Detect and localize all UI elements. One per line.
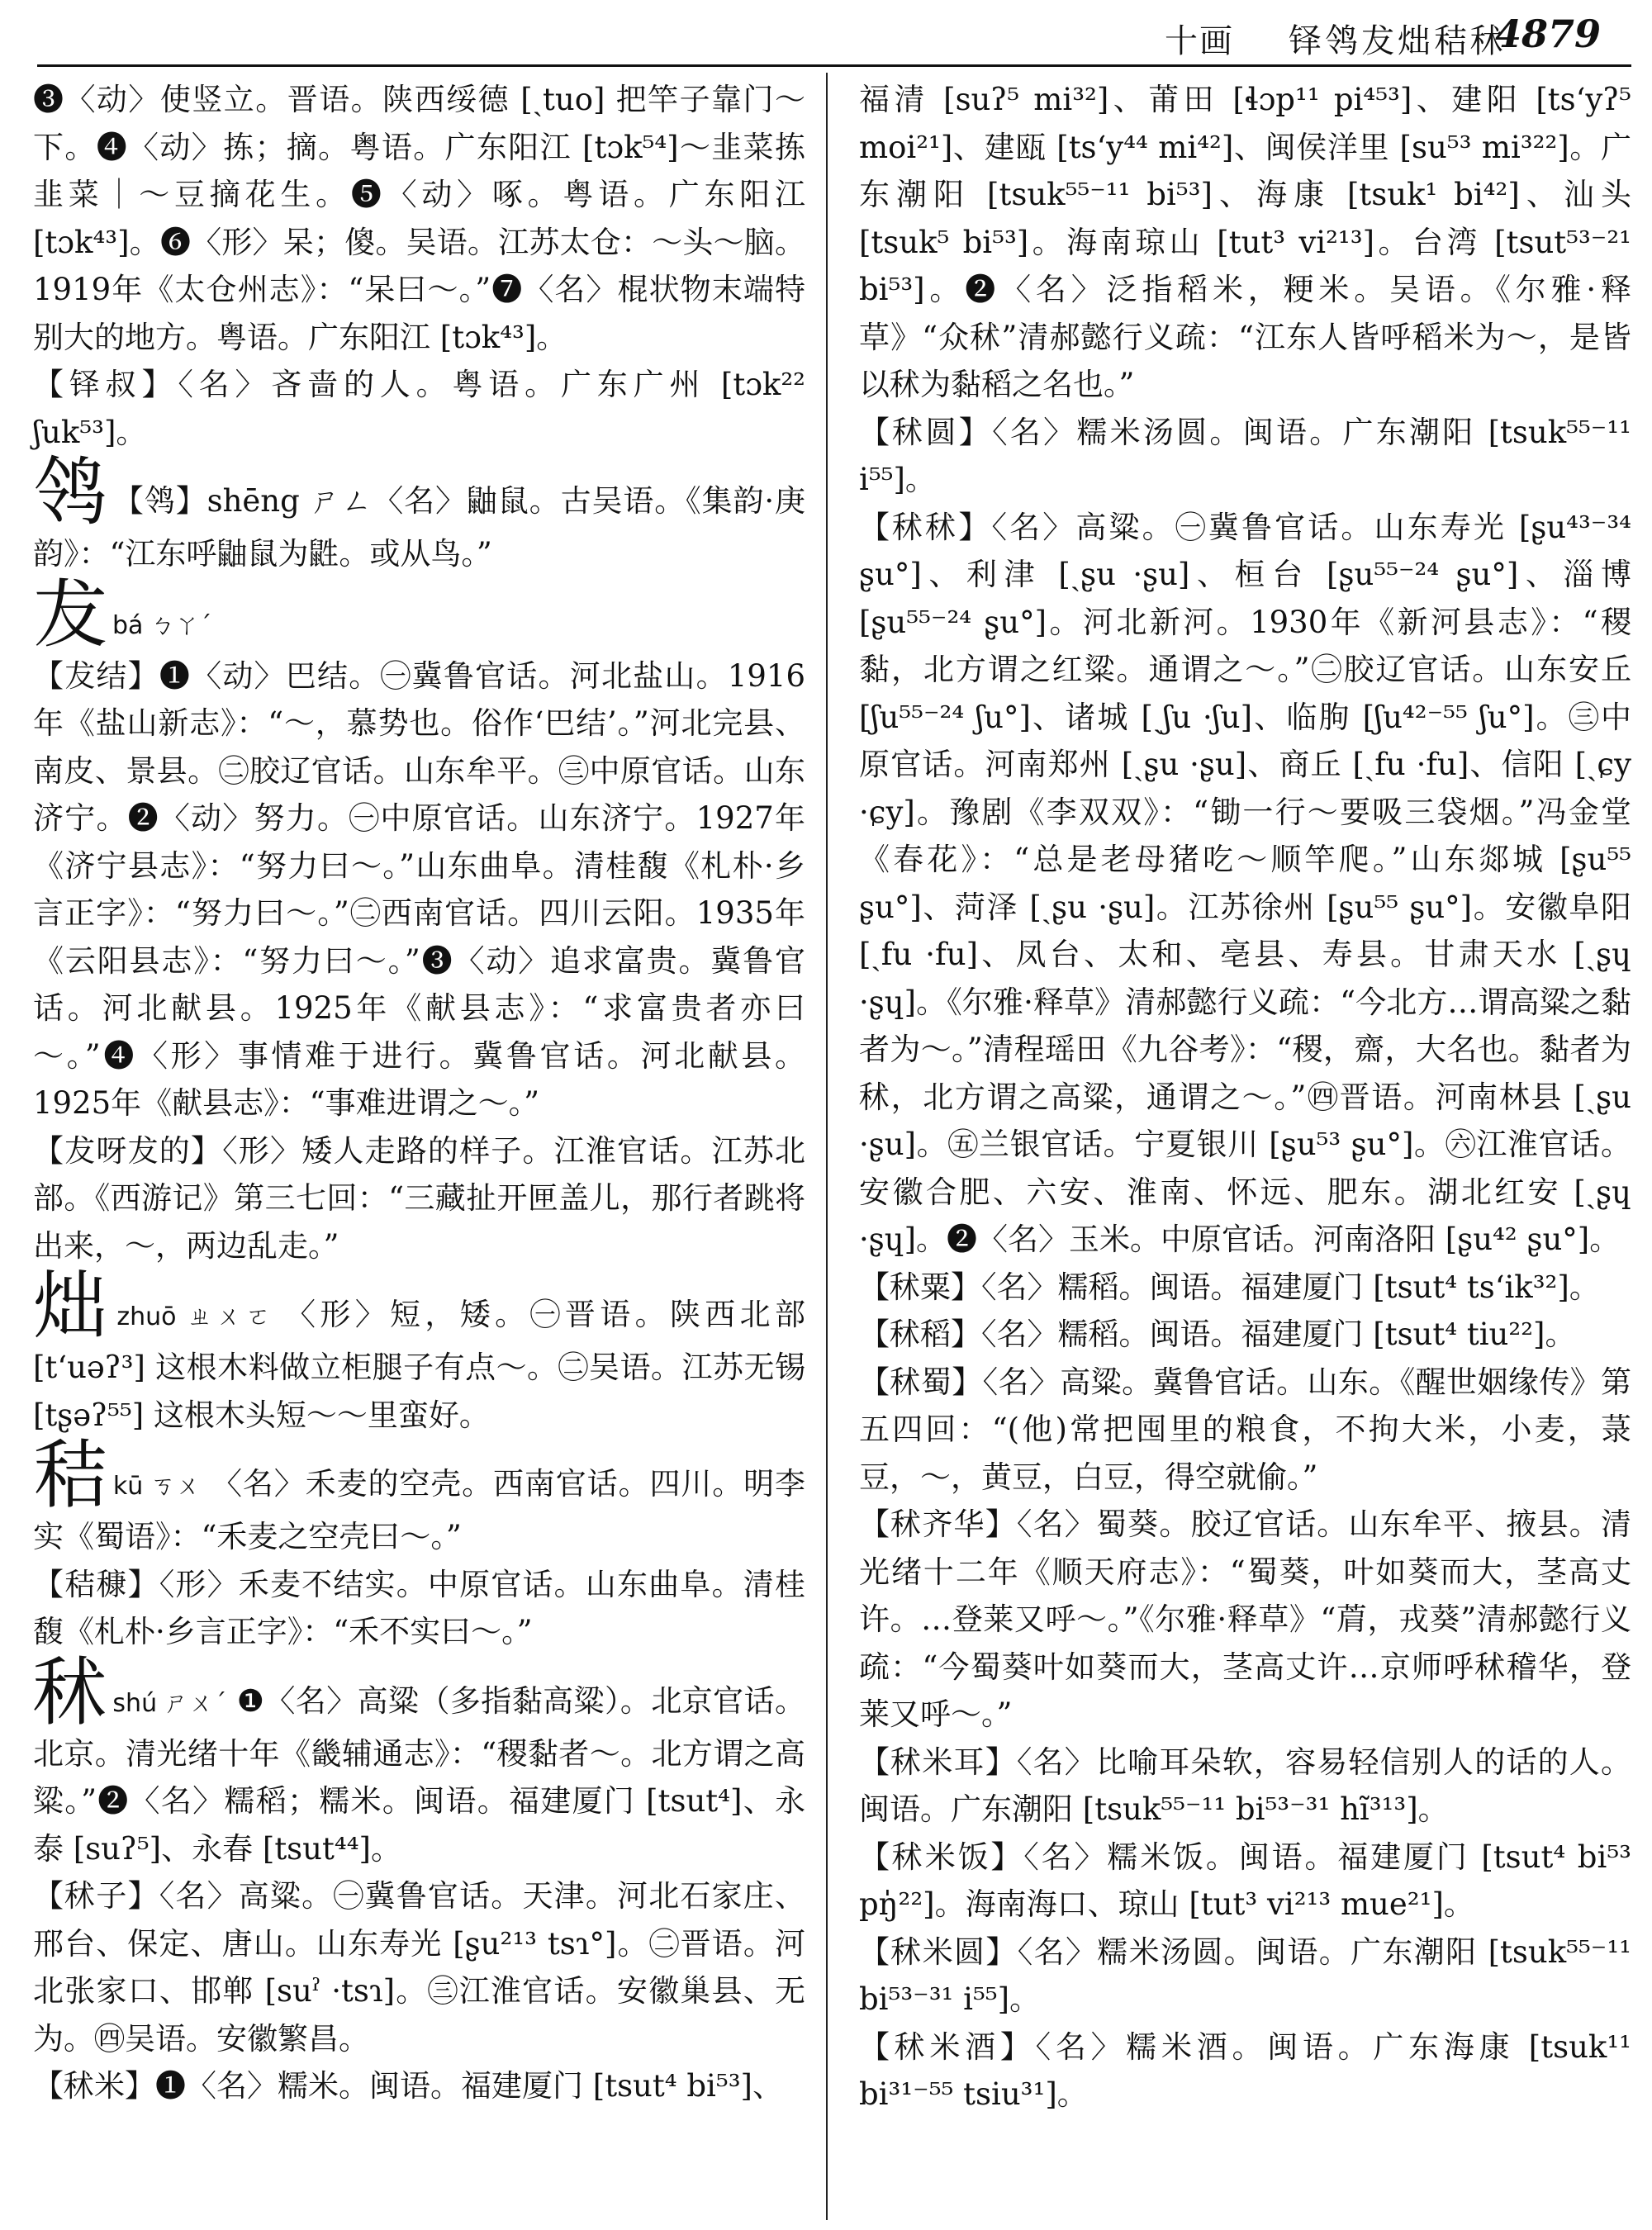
- dictionary-entry: 【秫米饭】〈名〉糯米饭。闽语。福建厦门 [tsut⁴ bi⁵³ pŋ̍²²]。海南海口、琼山 [tut³ vi²¹³ mue²¹]。: [859, 1839, 1631, 1922]
- dictionary-entry: 【秫米耳】〈名〉比喻耳朵软，容易轻信别人的话的人。闽语。广东潮阳 [tsuk⁵⁵⁻¹¹ bi⁵³⁻³¹ hĩ³¹³]。: [859, 1744, 1631, 1827]
- dictionary-entry: 【秫稻】〈名〉糯稻。闽语。福建厦门 [tsut⁴ tiu²²]。: [859, 1317, 1576, 1352]
- zhuyin: ㄓㄨㄛ: [183, 1302, 275, 1331]
- headword-entry: 鸰 【鸰】shēng ㄕㄥ〈名〉鼬鼠。古吴语。《集韵·庚韵》：“江东呼鼬鼠为鼪。或从鸟。”: [33, 449, 806, 572]
- headword-entry: [33, 571, 805, 658]
- headword-entry: 秸kū ㄎㄨ 〈名〉禾麦的空壳。西南官话。四川。明李实《蜀语》：“禾麦之空壳曰～。”: [33, 1432, 806, 1554]
- dictionary-entry: 【秫米圆】〈名〉糯米汤圆。闽语。广东潮阳 [tsuk⁵⁵⁻¹¹ bi⁵³⁻³¹ i⁵⁵]。: [859, 1933, 1631, 2017]
- page-header: [0, 0, 1652, 66]
- dictionary-entry: 【秫蜀】〈名〉高粱。冀鲁官话。山东。《醒世姻缘传》第五四回：“(他)常把囤里的粮食，不拘大米，小麦，菉豆，～，黄豆，白豆，得空就偷。”: [859, 1364, 1631, 1495]
- dictionary-entry: 【秫粟】〈名〉糯稻。闽语。福建厦门 [tsut⁴ ts‘ik³²]。: [859, 1269, 1600, 1305]
- dictionary-entry: 【秫圆】〈名〉糯米汤圆。闽语。广东潮阳 [tsuk⁵⁵⁻¹¹ i⁵⁵]。: [859, 414, 1631, 497]
- dictionary-entry: 【秫齐华】〈名〉蜀葵。胶辽官话。山东牟平、掖县。清光绪十二年《顺天府志》：“蜀葵，叶如葵而大，茎高丈许。…登莱又呼～。”《尔雅·释草》“菺，戎葵”清郝懿行义疏：“今蜀葵叶如葵而大，茎高丈许…京师呼秫稽华，登莱又呼～。”: [859, 1506, 1631, 1732]
- dictionary-entry: 【犮呀犮的】〈形〉矮人走路的样子。江淮官话。江苏北部。《西游记》第三七回：“三藏扯开匣盖儿，那行者跳将出来，～，两边乱走。”: [33, 1132, 805, 1264]
- pinyin: shú: [112, 1688, 158, 1718]
- headword-entry: 炪zhuō ㄓㄨㄛ 〈形〉短，矮。㊀晋语。陕西北部 [t‘uəʔ³] 这根木料做立柜腿子有点～。㊁吴语。江苏无锡 [tʂəʔ⁵⁵] 这根木头短～～里蛮好。: [33, 1263, 806, 1433]
- section-label: 十画: [1165, 22, 1234, 60]
- dictionary-entry: 【秸穅】〈形〉禾麦不结实。中原官话。山东曲阜。清桂馥《札朴·乡言正字》：“禾不实曰～。”: [33, 1566, 805, 1649]
- dictionary-entry: 【秫米酒】〈名〉糯米酒。闽语。广东海康 [tsuk¹¹ bi³¹⁻⁵⁵ tsiu³¹]。: [859, 2028, 1631, 2112]
- zhuyin: ㄅㄚˊ: [150, 610, 212, 640]
- dictionary-entry: 【秫秫】〈名〉高粱。㊀冀鲁官话。山东寿光 [ʂu⁴³⁻³⁴ ʂu°]、利津 [ˏʂu ·ʂu]、桓台 [ʂu⁵⁵⁻²⁴ ʂu°]、淄博 [ʂu⁵⁵⁻²⁴ ʂu°]。河北新河。1930年《新河县志》：“稷黏，北方谓之红粱。通谓之～。”㊁胶辽官话。山东安丘 [ʃu⁵⁵⁻²⁴ ʃu°]、诸城 [ˏʃu ·ʃu]、临朐 [ʃu⁴²⁻⁵⁵ ʃu°]。㊂中原官话。河南郑州 [ˏʂu ·ʂu]、商丘 [ˏfu ·fu]、信阳 [ˏɕy ·ɕy]。豫剧《李双双》：“锄一行～要吸三袋烟。”冯金堂《春花》：“总是老母猪吃～顺竿爬。”山东郯城 [ʂu⁵⁵ ʂu°]、菏泽 [ˏʂu ·ʂu]。江苏徐州 [ʂu⁵⁵ ʂu°]。安徽阜阳 [ˏfu ·fu]、凤台、太和、亳县、寿县。甘肃天水 [ˏʂɥ ·ʂɥ]。《尔雅·释草》清郝懿行义疏：“今北方…谓高粱之黏者为～。”清程瑶田《九谷考》：“稷，齋，大名也。黏者为秫，北方谓之高粱，通谓之～。”㊃晋语。河南林县 [ˏʂu ·ʂu]。㊄兰银官话。宁夏银川 [ʂu⁵³ ʂu°]。㊅江淮官话。安徽合肥、六安、淮南、怀远、肥东。湖北红安 [ˏʂɥ ·ʂɥ]。❷〈名〉玉米。中原官话。河南洛阳 [ʂu⁴² ʂu°]。: [859, 509, 1631, 1257]
- headword-character: 秫: [33, 1649, 108, 1736]
- header-rule: [37, 64, 1631, 67]
- headword-character: 犮: [33, 571, 107, 658]
- headword-entry: 秫shú ㄕㄨˊ ❶〈名〉高粱（多指黏高粱）。北京官话。北京。清光绪十年《畿辅通志》：“稷黏者～。北方谓之高粱。”❷〈名〉糯稻；糯米。闽语。福建厦门 [tsut⁴]、永泰 [suʔ⁵]、永春 [tsut⁴⁴]。: [33, 1649, 806, 1867]
- dictionary-entry: 【犮结】❶〈动〉巴结。㊀冀鲁官话。河北盐山。1916年《盐山新志》：“～，慕势也。俗作‘巴结’。”河北完县、南皮、景县。㊁胶辽官话。山东牟平。㊂中原官话。山东济宁。❷〈动〉努力。㊀中原官话。山东济宁。1927年《济宁县志》：“努力曰～。”山东曲阜。清桂馥《札朴·乡言正字》：“努力曰～。”㊁西南官话。四川云阳。1935年《云阳县志》：“努力曰～。”❸〈动〉追求富贵。冀鲁官话。河北献县。1925年《献县志》：“求富贵者亦曰～。”❹〈形〉事情难于进行。冀鲁官话。河北献县。1925年《献县志》：“事难进谓之～。”: [33, 657, 805, 1121]
- dictionary-entry: ❸〈动〉使竖立。晋语。陕西绥德 [ˏtuo] 把竿子靠门～下。❹〈动〉拣；摘。粤语。广东阳江 [tɔk⁵⁴]～韭菜拣韭菜｜～豆摘花生。❺〈动〉啄。粤语。广东阳江 [tɔk⁴³]。❻〈形〉呆；傻。吴语。江苏太仓：～头～脑。1919年《太仓州志》：“呆曰～。”❼〈名〉棍状物末端特别大的地方。粤语。广东阳江 [tɔk⁴³]。: [33, 82, 805, 355]
- page-number: 4879: [1495, 12, 1602, 56]
- pinyin: bá: [112, 610, 144, 640]
- headword-character: 秸: [33, 1432, 108, 1519]
- pinyin: zhuō: [116, 1302, 177, 1331]
- dictionary-entry: 【秫子】〈名〉高粱。㊀冀鲁官话。天津。河北石家庄、邢台、保定、唐山。山东寿光 [ʂu²¹³ tsɿ°]。㊁晋语。河北张家口、邯郸 [suˀ ·tsɿ]。㊂江淮官话。安徽巢县、无为。㊃吴语。安徽繁昌。: [33, 1878, 805, 2057]
- right-column: [859, 76, 1631, 2118]
- headword-character: 鸰: [33, 449, 108, 536]
- dictionary-entry: 【秫米】❶〈名〉糯米。闽语。福建厦门 [tsut⁴ bi⁵³]、: [33, 2068, 783, 2104]
- left-column: [33, 76, 805, 2110]
- dictionary-entry: 福清 [suʔ⁵ mi³²]、莆田 [ɬɔp¹¹ pi⁴⁵³]、建阳 [ts‘yʔ⁵ moi²¹]、建瓯 [ts‘y⁴⁴ mi⁴²]、闽侯洋里 [su⁵³ mi³²²]。广东潮阳 [tsuk⁵⁵⁻¹¹ bi⁵³]、海康 [tsuk¹ bi⁴²]、汕头 [tsuk⁵ bi⁵³]。海南琼山 [tut³ vi²¹³]。台湾 [tsut⁵³⁻²¹ bi⁵³]。❷〈名〉泛指稻米，粳米。吴语。《尔雅·释草》“众秫”清郝懿行义疏：“江东人皆呼稻米为～，是皆以秫为黏稻之名也。”: [859, 82, 1631, 402]
- column-divider: [826, 73, 828, 2220]
- header-characters: 铎鸰犮炪秸秫: [1289, 22, 1507, 60]
- dictionary-entry: 【铎叔】〈名〉吝啬的人。粤语。广东广州 [tɔk²² ʃuk⁵³]。: [33, 367, 805, 450]
- pinyin: kū: [112, 1472, 144, 1501]
- headword-character: 炪: [33, 1263, 112, 1350]
- zhuyin: ㄎㄨ: [150, 1472, 202, 1501]
- zhuyin: ㄕㄨˊ: [164, 1688, 227, 1718]
